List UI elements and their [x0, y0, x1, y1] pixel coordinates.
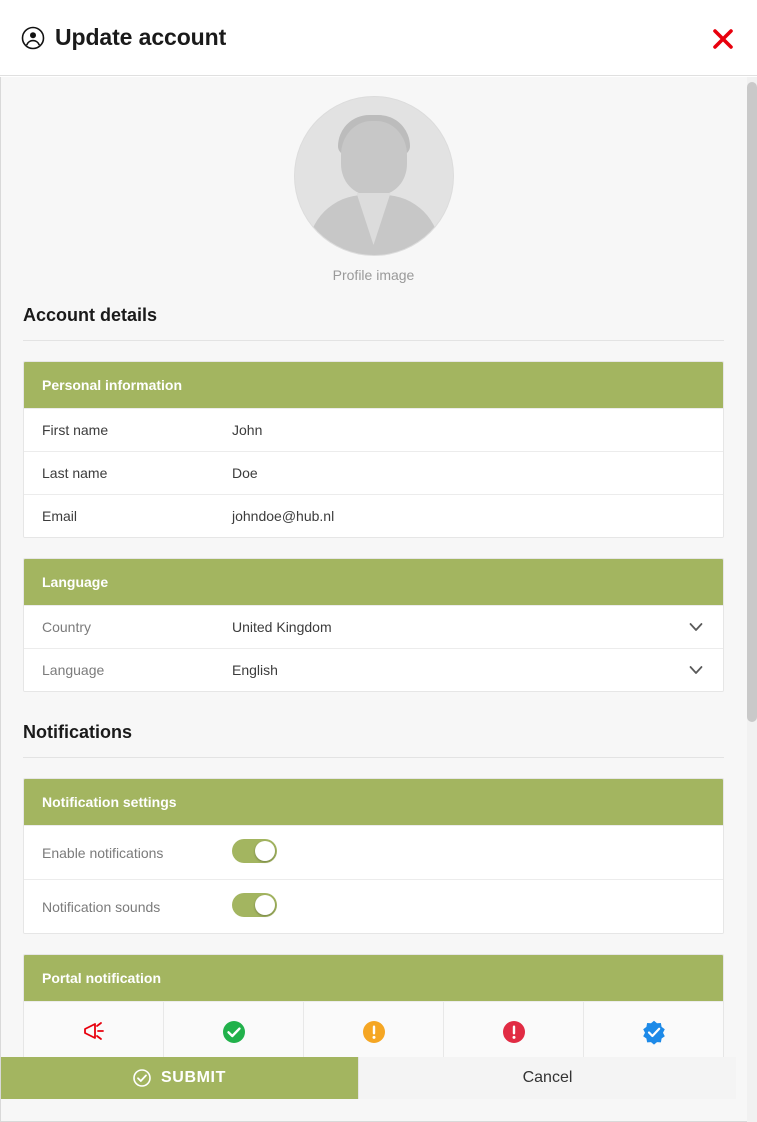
dialog-titlebar [0, 0, 757, 76]
label-last-name: Last name [42, 465, 108, 481]
account-circle-icon [21, 26, 45, 50]
page-title: Update account [55, 24, 227, 50]
row-notification-sounds [24, 879, 723, 933]
section-title-account-details: Account details [23, 305, 724, 341]
success-check-icon [221, 1019, 247, 1045]
label-email: Email [42, 508, 78, 524]
value-country: United Kingdom [232, 619, 332, 635]
toggle-notification-sounds[interactable] [232, 893, 277, 917]
warning-exclamation-icon [361, 1019, 387, 1045]
value-first-name: John [232, 422, 263, 438]
close-icon[interactable] [711, 27, 735, 51]
portal-icon-megaphone[interactable] [24, 1002, 164, 1062]
submit-button[interactable] [1, 1057, 358, 1099]
label-first-name: First name [42, 422, 109, 438]
label-language: Language [42, 662, 105, 678]
portal-notification-icon-strip [24, 1001, 723, 1062]
dialog-footer [1, 1057, 736, 1099]
card-header-portal-notification: Portal notification [24, 955, 723, 1001]
submit-button-label: SUBMIT [161, 1069, 226, 1086]
profile-image-block [23, 77, 724, 283]
row-email[interactable] [24, 494, 723, 537]
row-last-name[interactable] [24, 451, 723, 494]
card-notification-settings [23, 778, 724, 934]
label-enable-notifications: Enable notifications [42, 844, 164, 861]
row-first-name[interactable] [24, 408, 723, 451]
row-language[interactable] [24, 648, 723, 691]
avatar-head [341, 121, 407, 195]
label-country: Country [42, 619, 92, 635]
check-circle-icon [133, 1069, 151, 1087]
megaphone-icon [81, 1019, 107, 1045]
verified-badge-icon [641, 1019, 667, 1045]
portal-icon-error[interactable] [444, 1002, 584, 1062]
value-language: English [232, 662, 278, 678]
section-title-notifications: Notifications [23, 722, 724, 758]
portal-icon-success[interactable] [164, 1002, 304, 1062]
toggle-enable-notifications[interactable] [232, 839, 277, 863]
avatar[interactable] [295, 97, 453, 255]
vertical-scrollbar-thumb[interactable] [747, 82, 757, 722]
error-exclamation-icon [501, 1019, 527, 1045]
card-language [23, 558, 724, 692]
value-last-name: Doe [232, 465, 258, 481]
card-header-notification-settings: Notification settings [24, 779, 723, 825]
profile-image-caption: Profile image [332, 267, 415, 283]
dialog-body [0, 77, 757, 1122]
toggle-knob [255, 841, 275, 861]
card-personal-information [23, 361, 724, 538]
toggle-knob [255, 895, 275, 915]
card-header-language: Language [24, 559, 723, 605]
dialog-content [1, 77, 746, 1122]
card-portal-notification [23, 954, 724, 1063]
chevron-down-icon[interactable] [687, 661, 705, 679]
card-header-personal-information: Personal information [24, 362, 723, 408]
row-country[interactable] [24, 605, 723, 648]
chevron-down-icon[interactable] [687, 618, 705, 636]
value-email: johndoe@hub.nl [232, 508, 335, 524]
cancel-button[interactable] [358, 1057, 736, 1099]
cancel-button-label: Cancel [522, 1069, 573, 1086]
vertical-scrollbar-track[interactable] [747, 77, 757, 1122]
dialog-title-group [21, 24, 226, 51]
row-enable-notifications [24, 825, 723, 879]
portal-icon-verified[interactable] [584, 1002, 723, 1062]
portal-icon-warning[interactable] [304, 1002, 444, 1062]
label-notification-sounds: Notification sounds [42, 898, 161, 915]
